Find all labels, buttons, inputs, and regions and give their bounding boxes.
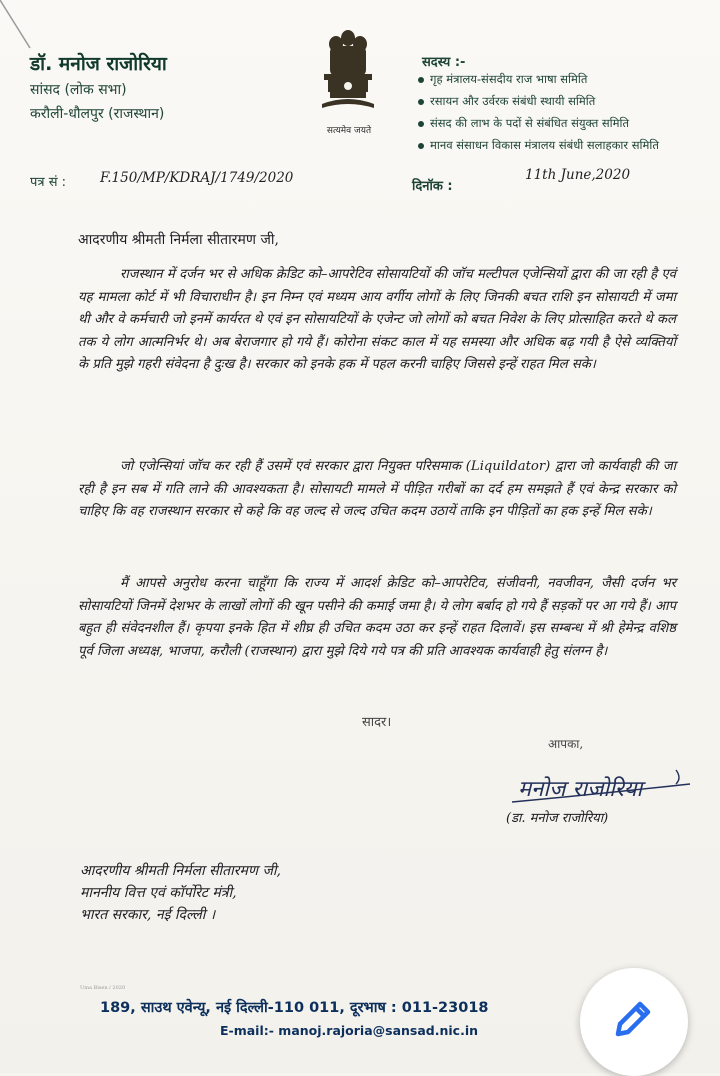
handwritten-signature — [508, 760, 698, 810]
recipient-line: माननीय वित्त एवं कॉर्पोरेट मंत्री, — [80, 885, 237, 901]
sender-role: सांसद (लोक सभा) — [30, 82, 127, 98]
bullet-icon — [418, 121, 424, 127]
membership-item: संसद की लाभ के पदों से संबंधित संयुक्त समिति — [418, 112, 659, 134]
closing-text: सादर। — [362, 715, 392, 730]
svg-text:मनोज राजोरिया: मनोज राजोरिया — [518, 777, 643, 802]
date-label: दिनॉक : — [412, 179, 453, 194]
reference-label: पत्र सं : — [30, 175, 66, 190]
body-paragraph: राजस्थान में दर्जन भर से अधिक क्रेडिट को–आपरेटिव सोसायटियों की जॉच मल्टीपल एजेन्सियों द्वारा की जा रही है एवं यह मामला कोर्ट में भी विचाराधीन है। इन निम्न एवं मध्यम आय वर्गीय लोगों के लिए जिनकी बचत राशि इन सोसायटी में जमा थी और वे कर्मचारी जो इनमें कार्यरत थे एवं इन सोसायटियों के एजेन्ट जो लोगों को बचत निवेश के लिए प्रोत्साहित करते थे कल तक ये लोग आत्मनिर्भर थे। अब बेराजगार हो गये हैं। कोरोना संकट काल में यह समस्या और अधिक बढ़ गयी है ऐसे व्यक्तियों के प्रति मुझे गहरी संवेदना है दुःख है। सरकार को इनके हक में पहल करनी चाहिए जिससे इन्हें राहत मिल सके। — [78, 267, 676, 373]
bullet-icon — [418, 143, 424, 149]
salutation: आदरणीय श्रीमती निर्मला सीतारमण जी, — [78, 232, 279, 248]
sender-constituency: करौली-धौलपुर (राजस्थान) — [30, 106, 165, 122]
footer-address: 189, साउथ एवेन्यू, नई दिल्ली-110 011, दूरभाष : 011-23018 — [100, 1000, 489, 1016]
paper-fold-mark — [0, 0, 40, 55]
recipient-line: भारत सरकार, नई दिल्ली । — [80, 907, 216, 923]
membership-item: रसायन और उर्वरक संबंधी स्थायी समिति — [418, 90, 659, 112]
membership-item: मानव संसाधन विकास मंत्रालय संबंधी सलाहकार समिति — [418, 134, 659, 156]
body-paragraph: जो एजेन्सियां जॉच कर रही हैं उसमें एवं सरकार द्वारा नियुक्त परिसमाक (Liquildator) द्वारा जो कार्यवाही की जा रही है इन सब में गति लाने की आवश्यकता है। सोसायटी मामले में पीड़ित गरीबों का दर्द हम समझते हैं एवं केन्द्र सरकार को चाहिए कि वह राजस्थान सरकार से कहे कि वह जल्द से जल्द उचित कदम उठायें ताकि इन पीड़ितों का हक इन्हें मिल सके। — [78, 459, 676, 520]
edit-fab-button[interactable] — [580, 968, 688, 1076]
letter-date: 11th June,2020 — [525, 167, 631, 183]
recipient-line: आदरणीय श्रीमती निर्मला सीतारमण जी, — [80, 863, 281, 879]
signatory-name: (डा. मनोज राजोरिया) — [506, 811, 609, 826]
sender-name: डॉ. मनोज राजोरिया — [30, 53, 167, 75]
membership-list — [418, 68, 659, 156]
typist-mark: Uma Bisen / 2020 — [80, 985, 126, 991]
footer-email: E-mail:- manoj.rajoria@sansad.nic.in — [220, 1023, 479, 1038]
reference-number: F.150/MP/KDRAJ/1749/2020 — [100, 170, 294, 186]
recipient-address — [80, 860, 281, 926]
pencil-icon — [610, 996, 656, 1042]
bullet-icon — [418, 77, 424, 83]
yours-text: आपका, — [548, 737, 584, 751]
membership-item: गृह मंत्रालय-संसदीय राज भाषा समिति — [418, 68, 659, 90]
body-paragraph: मैं आपसे अनुरोध करना चाहूँगा कि राज्य में आदर्श क्रेडिट को–आपरेटिव, संजीवनी, नवजीवन, जैसी दर्जन भर सोसायटियों जिनमें देशभर के लाखों लोगों की खून पसीने की कमाई जमा है। ये लोग बर्बाद हो गये हैं सड़कों पर आ गये हैं। आप बहुत ही संवेदनशील हैं। कृपया इनके हित में शीघ्र ही उचित कदम उठा कर इन्हें राहत दिलावें। इस सम्बन्ध में श्री हेमेन्द्र वशिष्ठ पूर्व जिला अध्यक्ष, भाजपा, करौली (राजस्थान) द्वारा मुझे दिये गये पत्र की प्रति आवश्यक कार्यवाही हेतु संलग्न है। — [78, 576, 676, 659]
bullet-icon — [418, 99, 424, 105]
emblem-motto: सत्यमेव जयते — [326, 126, 372, 136]
membership-title: सदस्य :- — [422, 55, 466, 70]
national-emblem-icon — [318, 24, 378, 124]
